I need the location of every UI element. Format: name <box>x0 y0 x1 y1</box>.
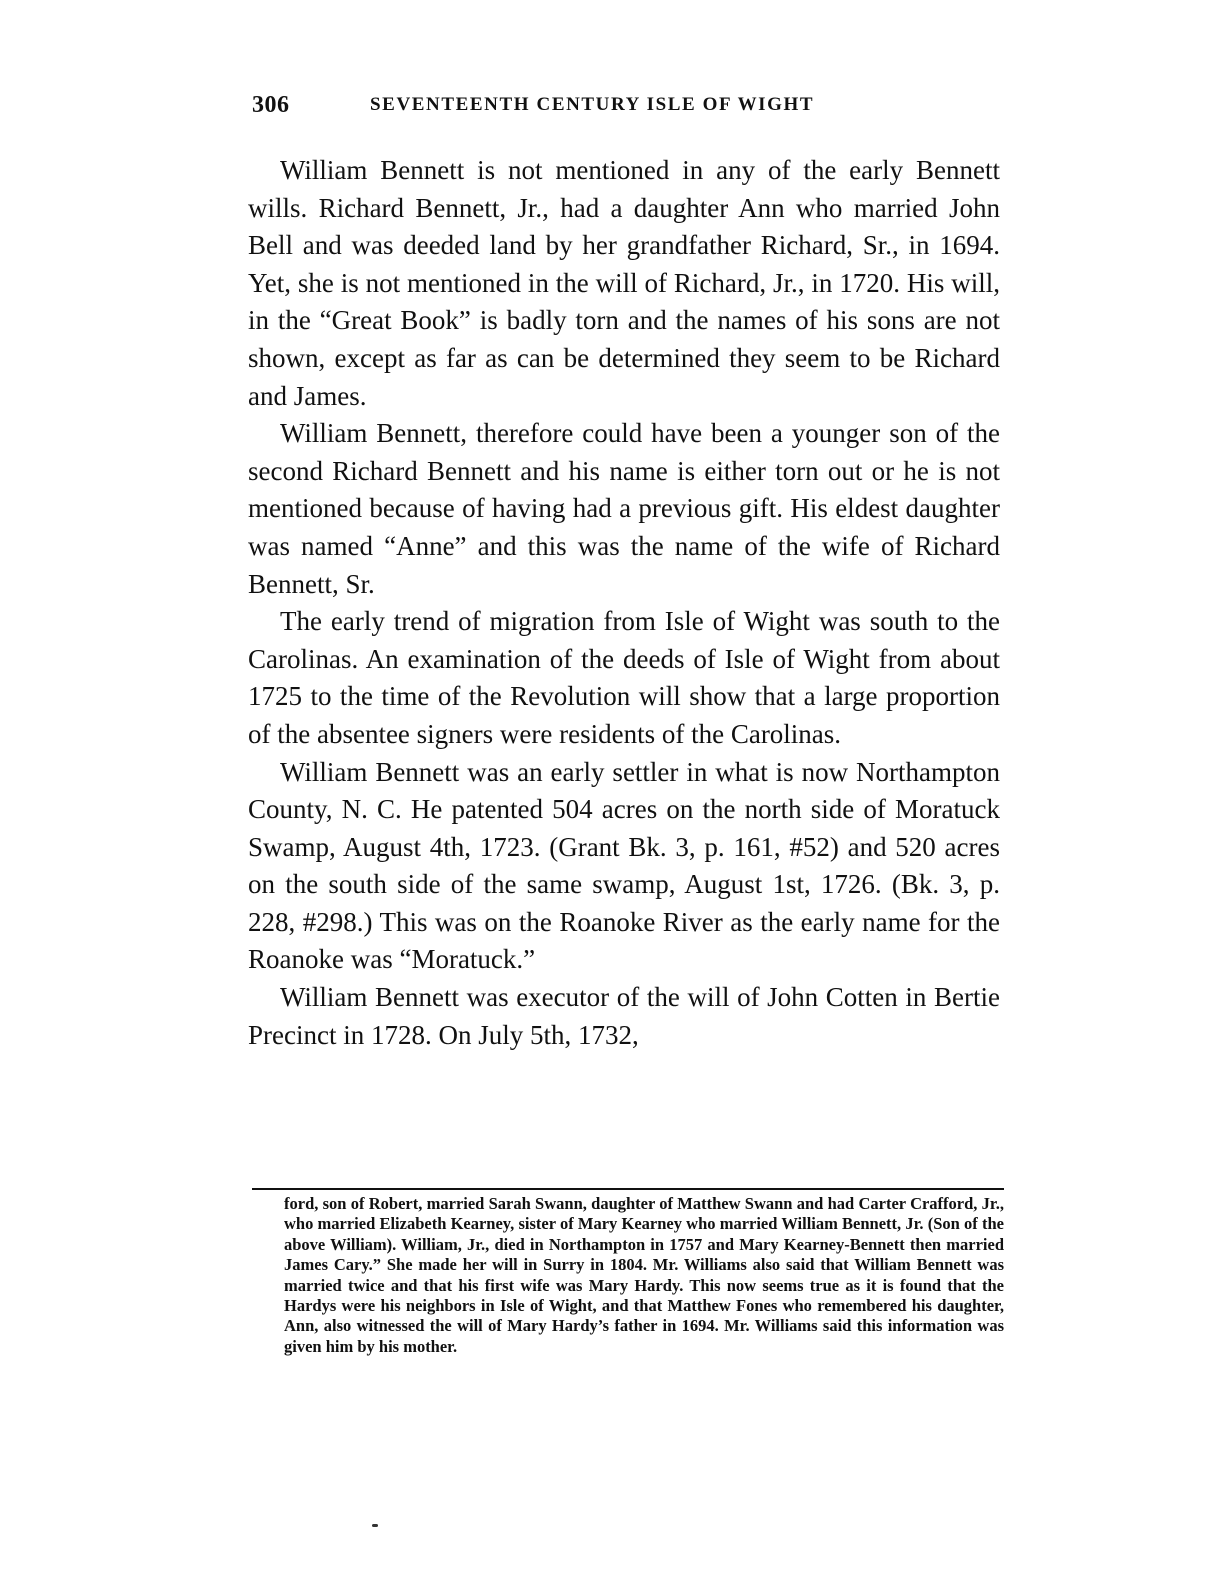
paragraph-4: William Bennett was an early settler in what is now Northampton County, N. C. He patented 504 acres on the north side of Moratuck Swamp, August 4th, 1723. (Grant Bk. 3, p. 161, #52) and 520 acres on the south side of the same swamp, August 1st, 1726. (Bk. 3, p. 228, #298.) This was on the Roanoke River as the early name for the Roanoke was “Moratuck.” <box>248 756 1000 975</box>
running-head <box>252 92 1002 122</box>
paragraph-5: William Bennett was executor of the will of John Cotten in Bertie Precinct in 1728. On July 5th, 1732, <box>248 982 1000 1050</box>
paragraph-3: The early trend of migration from Isle of Wight was south to the Carolinas. An examination of the deeds of Isle of Wight from about 1725 to the time of the Revolution will show that a large proportion of the absentee signers were residents of the Carolinas. <box>248 606 1000 749</box>
running-title: SEVENTEENTH CENTURY ISLE OF WIGHT <box>370 94 815 115</box>
paragraph-1: William Bennett is not mentioned in any of the early Bennett wills. Richard Bennett, Jr., had a daughter Ann who married John Bell and was deeded land by her grandfather Richard, Sr., in 1694. Yet, she is not mentioned in the will of Richard, Jr., in 1720. His will, in the “Great Book” is badly torn and the names of his sons are not shown, except as far as can be determined they seem to be Richard and James. <box>248 155 1000 411</box>
page-number: 306 <box>252 92 290 118</box>
footnote-divider <box>252 1188 1004 1190</box>
footnote <box>284 1194 1004 1357</box>
body-text <box>248 152 1000 1054</box>
print-speck <box>372 1524 378 1527</box>
footnote-text: ford, son of Robert, married Sarah Swann, daughter of Matthew Swann and had Carter Crafford, Jr., who married Elizabeth Kearney, sister of Mary Kearney who married William Bennett, Jr. (Son of the above William). William, Jr., died in Northampton in 1757 and Mary Kearney-Bennett then married James Cary.” She made her will in Surry in 1804. Mr. Williams also said that William Bennett was married twice and that his first wife was Mary Hardy. This now seems true as it is found that the Hardys were his neighbors in Isle of Wight, and that Matthew Fones who remembered his daughter, Ann, also witnessed the will of Mary Hardy’s father in 1694. Mr. Williams said this information was given him by his mother. <box>284 1194 1004 1356</box>
paragraph-2: William Bennett, therefore could have been a younger son of the second Richard Bennett and his name is either torn out or he is not mentioned because of having had a previous gift. His eldest daughter was named “Anne” and this was the name of the wife of Richard Bennett, Sr. <box>248 418 1000 599</box>
